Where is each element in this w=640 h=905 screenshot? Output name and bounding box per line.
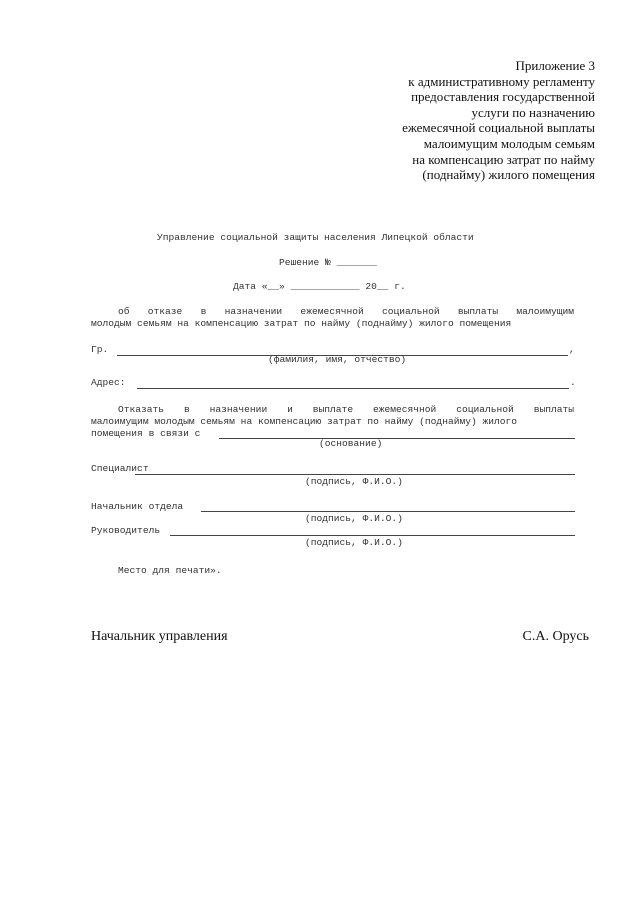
subject-line-1: об отказе в назначении ежемесячной социальной выплаты малоимущим: [118, 306, 574, 317]
address-field[interactable]: [137, 388, 569, 389]
refuse-line-1: Отказать в назначении и выплате ежемесячной социальной выплаты: [118, 404, 574, 415]
appendix-line: предоставления государственной: [411, 89, 595, 105]
appendix-line: к административному регламенту: [408, 73, 595, 89]
citizen-caption: (фамилия, имя, отчество): [268, 354, 407, 365]
citizen-comma: ,: [569, 344, 575, 355]
specialist-signature-field[interactable]: [135, 474, 575, 475]
subject-line-2: молодым семьям на компенсацию затрат по найму (поднайму) жилого помещения: [91, 318, 512, 329]
citizen-label: Гр.: [91, 344, 109, 355]
appendix-line: на компенсацию затрат по найму: [412, 151, 595, 167]
refuse-line-2: малоимущим молодым семьям на компенсацию затрат по найму (поднайму) жилого: [91, 416, 518, 427]
basis-field[interactable]: [219, 438, 575, 439]
appendix-line: (поднайму) жилого помещения: [422, 167, 595, 183]
footer-position: Начальник управления: [91, 629, 228, 644]
department-title: Управление социальной защиты населения Липецкой области: [157, 232, 474, 243]
seal-place: Место для печати».: [118, 565, 222, 576]
decision-date: Дата «__» ____________ 20__ г.: [233, 281, 406, 292]
decision-number: Решение № _______: [279, 257, 377, 268]
appendix-line: Приложение 3: [515, 58, 595, 73]
appendix-line: услуги по назначению: [471, 104, 595, 120]
basis-caption: (основание): [319, 438, 383, 449]
director-label: Руководитель: [91, 525, 161, 536]
head-dept-signature-field[interactable]: [201, 511, 575, 512]
address-period: .: [570, 377, 576, 388]
specialist-label: Специалист: [91, 463, 149, 474]
appendix-header: [355, 58, 595, 183]
address-label: Адрес:: [91, 377, 126, 388]
head-dept-label: Начальник отдела: [91, 501, 184, 512]
head-dept-caption: (подпись, Ф.И.О.): [305, 513, 403, 524]
footer-signatory-name: С.А. Орусь: [522, 629, 589, 644]
refuse-line-3: помещения в связи с: [91, 428, 201, 439]
appendix-line: ежемесячной социальной выплаты: [402, 120, 595, 136]
appendix-line: малоимущим молодым семьям: [423, 135, 595, 151]
director-caption: (подпись, Ф.И.О.): [305, 537, 403, 548]
director-signature-field[interactable]: [170, 535, 575, 536]
specialist-caption: (подпись, Ф.И.О.): [305, 476, 403, 487]
